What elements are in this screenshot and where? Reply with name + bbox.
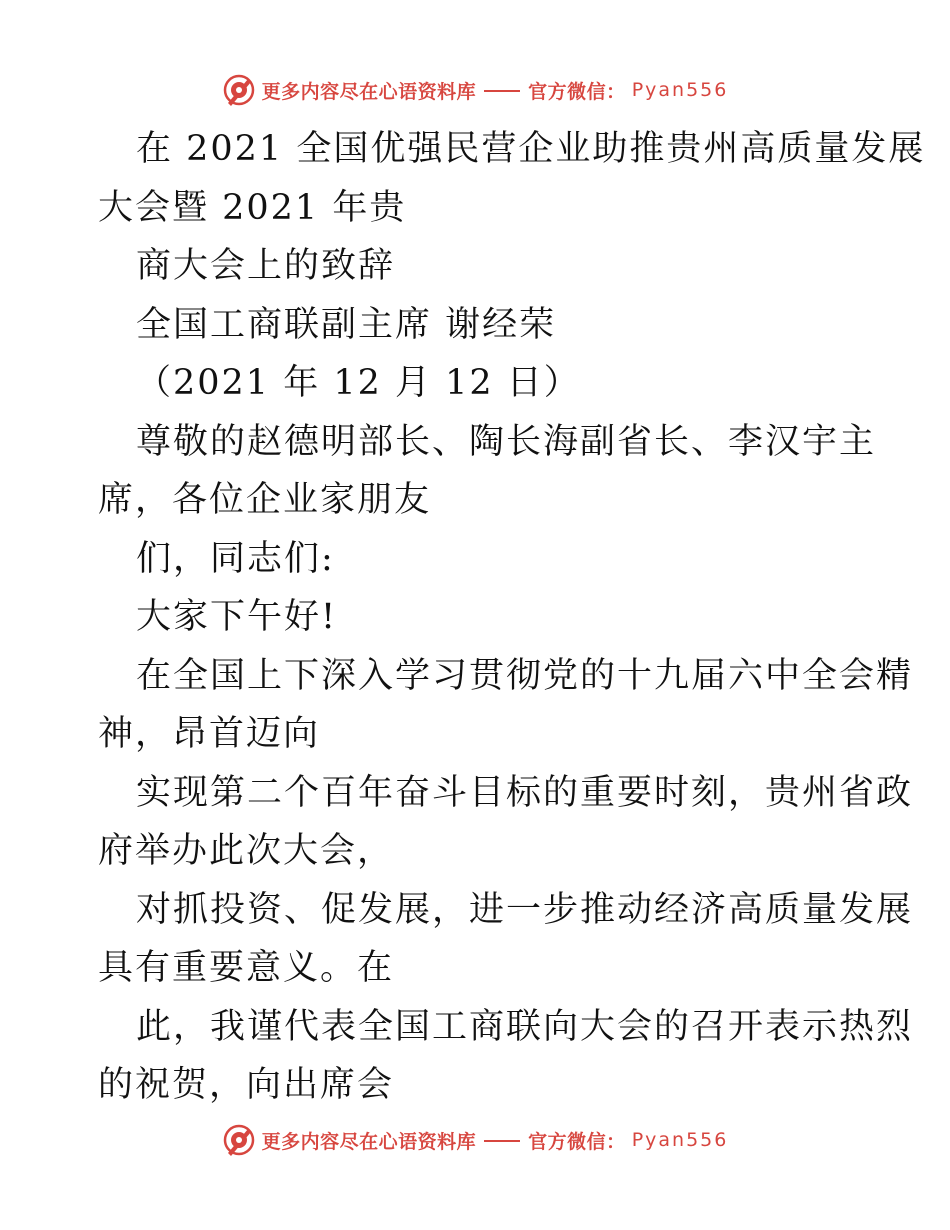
watermark-dash (484, 90, 520, 92)
text-line: 大家下午好! (136, 597, 338, 637)
text-line: 具有重要意义。在 (98, 948, 395, 988)
text-line: 在 2021 全国优强民营企业助推贵州高质量发展 (136, 129, 926, 169)
watermark-prefix: 更多内容尽在心语资料库 (261, 80, 477, 103)
watermark-suffix: 官方微信： (528, 1130, 626, 1153)
text-line: 全国工商联副主席 谢经荣 (136, 304, 557, 345)
text-line: 们，同志们: (136, 538, 335, 579)
pen-logo-icon (222, 1123, 256, 1157)
text-line: 对抓投资、促发展，进一步推动经济高质量发展 (136, 889, 914, 930)
text-line: （2021 年 12 月 12 日） (136, 363, 581, 403)
document-body (98, 120, 926, 1115)
text-line: 商大会上的致辞 (136, 246, 396, 286)
text-line: 尊敬的赵德明部长、陶长海副省长、李汉宇主 (136, 421, 877, 462)
text-line: 在全国上下深入学习贯彻党的十九届六中全会精 (136, 655, 914, 696)
text-line: 此，我谨代表全国工商联向大会的召开表示热烈 (136, 1006, 914, 1047)
footer-watermark (0, 1120, 950, 1160)
header-watermark (0, 70, 950, 110)
watermark-dash (484, 1140, 520, 1142)
watermark-prefix: 更多内容尽在心语资料库 (261, 1130, 477, 1153)
text-line: 席，各位企业家朋友 (98, 480, 432, 520)
watermark-account: Pyan556 (631, 79, 729, 101)
watermark-account: Pyan556 (631, 1129, 729, 1151)
text-line: 大会暨 2021 年贵 (98, 187, 407, 228)
text-line: 神，昂首迈向 (98, 714, 321, 754)
pen-logo-icon (222, 73, 256, 107)
text-line: 府举办此次大会， (98, 831, 395, 871)
text-line: 的祝贺，向出席会 (98, 1065, 395, 1105)
text-line: 实现第二个百年奋斗目标的重要时刻，贵州省政 (136, 772, 914, 813)
watermark-suffix: 官方微信： (528, 80, 626, 103)
